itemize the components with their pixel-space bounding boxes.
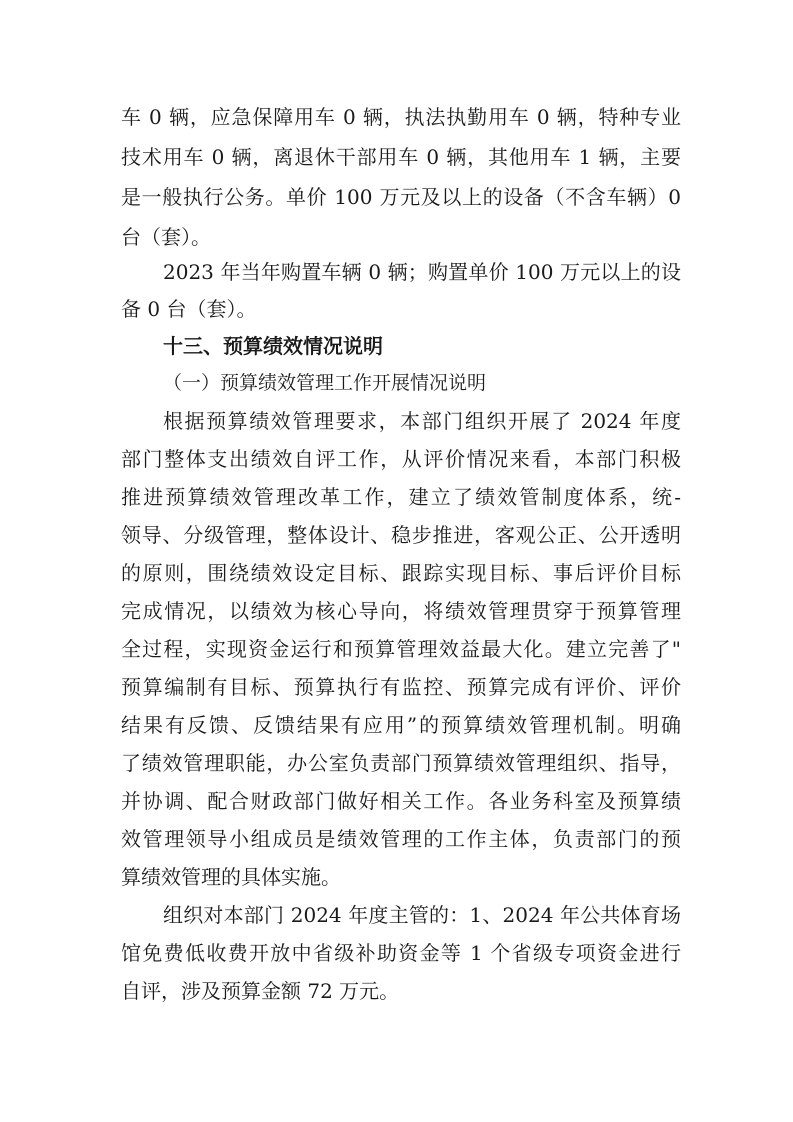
text-line: 技术用车 0 辆，离退休干部用车 0 辆，其他用车 1 辆，主要 bbox=[121, 145, 681, 169]
text-line: 的原则，围绕绩效设定目标、跟踪实现目标、事后评价目标 bbox=[121, 561, 681, 585]
text-line: 组织对本部门 2024 年度主管的：1、2024 年公共体育场 bbox=[163, 903, 681, 927]
text-line: 效管理领导小组成员是绩效管理的工作主体，负责部门的预 bbox=[121, 827, 681, 851]
text-line: 完成情况，以绩效为核心导向，将绩效管理贯穿于预算管理 bbox=[121, 599, 681, 623]
text-line: 根据预算绩效管理要求，本部门组织开展了 2024 年度 bbox=[163, 409, 681, 433]
subsection-heading: （一）预算绩效管理工作开展情况说明 bbox=[163, 372, 487, 394]
text-line: 了绩效管理职能，办公室负责部门预算绩效管理组织、指导， bbox=[121, 751, 681, 775]
text-line: 备 0 台（套）。 bbox=[121, 297, 257, 321]
text-line: 台（套）。 bbox=[121, 225, 211, 249]
text-line: 自评，涉及预算金额 72 万元。 bbox=[121, 979, 400, 1003]
text-line: 预算编制有目标、预算执行有监控、预算完成有评价、评价 bbox=[121, 675, 681, 699]
text-line: 2023 年当年购置车辆 0 辆；购置单价 100 万元以上的设 bbox=[163, 260, 681, 284]
text-line: 推进预算绩效管理改革工作，建立了绩效管制度体系，统- bbox=[121, 485, 681, 509]
text-line: 领导、分级管理，整体设计、稳步推进，客观公正、公开透明 bbox=[121, 523, 681, 547]
text-line: 结果有反馈、反馈结果有应用”的预算绩效管理机制。明确 bbox=[121, 713, 681, 737]
text-line: 部门整体支出绩效自评工作，从评价情况来看，本部门积极 bbox=[121, 447, 681, 471]
text-line: 是一般执行公务。单价 100 万元及以上的设备（不含车辆）0 bbox=[121, 185, 681, 209]
text-line: 馆免费低收费开放中省级补助资金等 1 个省级专项资金进行 bbox=[121, 941, 681, 965]
text-line: 车 0 辆，应急保障用车 0 辆，执法执勤用车 0 辆，特种专业 bbox=[121, 105, 681, 129]
text-line: 并协调、配合财政部门做好相关工作。各业务科室及预算绩 bbox=[121, 789, 681, 813]
text-line: 全过程，实现资金运行和预算管理效益最大化。建立完善了" bbox=[121, 637, 681, 661]
section-heading: 十三、预算绩效情况说明 bbox=[163, 334, 383, 358]
text-line: 算绩效管理的具体实施。 bbox=[121, 865, 341, 889]
